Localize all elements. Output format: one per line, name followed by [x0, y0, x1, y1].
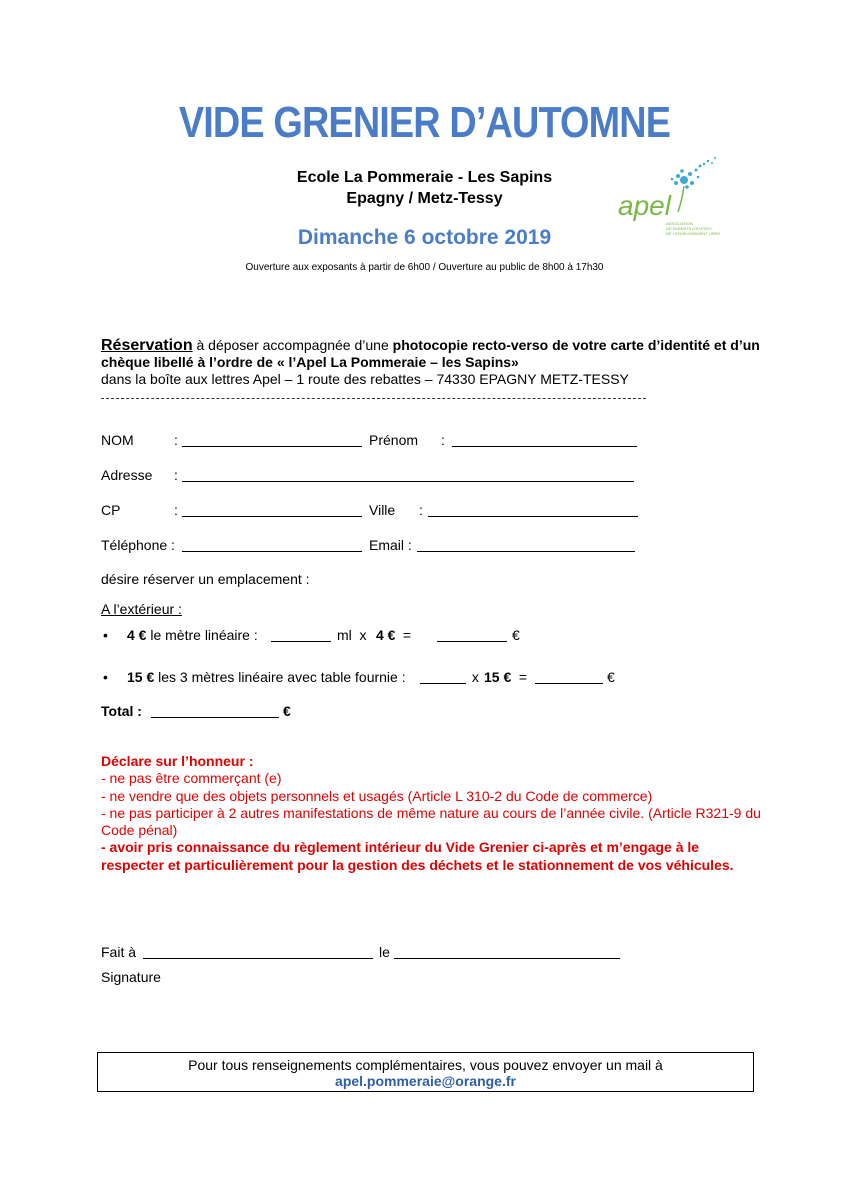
separator	[101, 398, 646, 399]
nom-label: NOM	[101, 432, 134, 448]
logo-text: apel	[618, 190, 671, 221]
email-field[interactable]	[417, 551, 635, 552]
email-label: Email :	[369, 537, 412, 553]
signature-label: Signature	[101, 969, 161, 985]
adresse-field[interactable]	[182, 481, 634, 482]
desire-text: désire réserver un emplacement :	[101, 571, 310, 587]
nom-field[interactable]	[182, 446, 362, 447]
option-1-amount-field[interactable]	[437, 641, 507, 642]
cp-field[interactable]	[182, 516, 362, 517]
bullet: •	[103, 627, 108, 643]
fait-field[interactable]	[143, 958, 373, 959]
total-label: Total :	[101, 703, 142, 719]
ville-field[interactable]	[428, 516, 638, 517]
event-date: Dimanche 6 octobre 2019	[297, 226, 552, 249]
contact-box	[97, 1052, 754, 1092]
reservation-address: dans la boîte aux lettres Apel – 1 route des rebattes – 74330 EPAGNY METZ-TESSY	[101, 371, 629, 387]
ville-label: Ville	[369, 502, 396, 518]
declaration: Déclare sur l’honneur : - ne pas être commerçant (e) - ne vendre que des objets personnels et usagés (Article L 310-2 du Code de commerce) - ne pas participer à 2 autres manifestations de même nature au cours de l’année civile. (Article R321-9 du Code pénal) - avoir pris connaissance du règlement intérieur du Vide Grenier ci-après et m’engage à le respecter et particulièrement pour la gestion des déchets et le stationnement de vos véhicules.	[101, 753, 761, 873]
declaration-heading: Déclare sur l’honneur :	[101, 753, 254, 769]
cp-label: CP	[101, 502, 121, 518]
contact-text: Pour tous renseignements complémentaires, vous pouvez envoyer un mail à	[188, 1057, 663, 1073]
telephone-label: Téléphone :	[101, 537, 175, 553]
option-1-meters-field[interactable]	[271, 641, 331, 642]
prenom-field[interactable]	[452, 446, 637, 447]
option-2-qty-field[interactable]	[420, 683, 466, 684]
option-2-amount-field[interactable]	[535, 683, 603, 684]
option-1: 4 € le mètre linéaire :	[127, 627, 258, 643]
reservation-instructions: Réservation à déposer accompagnée d’une photocopie recto-verso de votre carte d’identité et d’un chèque libellé à l’ordre de « l’Apel La Pommeraie – les Sapins» dans la boîte aux lettres Apel – 1 route des rebattes – 74330 EPAGNY METZ-TESSY	[101, 337, 760, 387]
logo-tagline: ASSOCIATION DE PARENTS D’ÉLÈVES DE L’ENSEIGNEMENT LIBRE	[666, 221, 721, 236]
reservation-heading: Réservation	[101, 337, 193, 354]
date-field[interactable]	[394, 958, 620, 959]
exterieur-label: A l’extérieur :	[101, 601, 182, 617]
option-2: 15 € les 3 mètres linéaire avec table fournie :	[127, 669, 406, 685]
declaration-rules: - avoir pris connaissance du règlement intérieur du Vide Grenier ci-après et m’engage à le respecter et particulièrement pour la gestion des déchets et le stationnement de vos véhicules.	[101, 839, 734, 873]
reservation-requirements: photocopie recto-verso de votre carte d’identité et d’un chèque libellé à l’ordre de « l’Apel La Pommeraie – les Sapins»	[101, 337, 760, 370]
bullet: •	[103, 669, 108, 685]
contact-email-link[interactable]: apel.pommeraie@orange.fr	[335, 1073, 516, 1089]
prenom-label: Prénom	[369, 432, 419, 448]
school-name: Ecole La Pommeraie - Les Sapins	[296, 169, 553, 186]
le-label: le	[379, 944, 390, 960]
fait-label: Fait à	[101, 944, 137, 960]
total-field[interactable]	[151, 717, 279, 718]
telephone-field[interactable]	[182, 551, 362, 552]
adresse-label: Adresse	[101, 467, 153, 483]
school-location: Epagny / Metz-Tessy	[346, 190, 503, 207]
opening-hours: Ouverture aux exposants à partir de 6h00 / Ouverture au public de 8h00 à 17h30	[245, 262, 604, 273]
page-title: VIDE GRENIER D’AUTOMNE	[178, 98, 671, 147]
